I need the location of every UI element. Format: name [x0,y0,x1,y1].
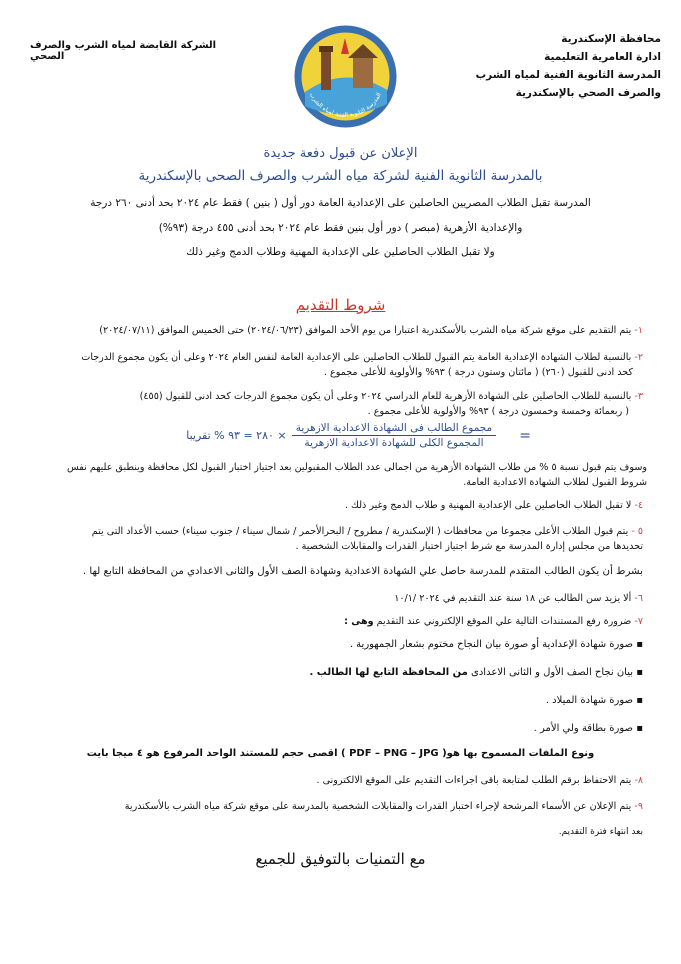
condition-text: يتم التقديم على موقع شركة مياه الشرب بالأسكندرية اعتبارا من يوم الأحد الموافق (٢٠٢٤/٠٦/٢٣) حتى الخميس الموافق (٢٠٢٤/٠٧/١١) [99,325,632,336]
formula-result: × ٢٨٠ = ٩٣ % تقريبا [186,429,287,442]
condition-number: ٥ - [631,526,643,537]
azhar-formula [186,422,531,449]
condition-5-region-note: بشرط أن يكون الطالب المتقدم للمدرسة حاصل علي الشهادة الاعدادية وشهادة الصف الأول والثانى الاعدادي من المحافظة التابع لها . [82,566,643,577]
condition-number: ٧- [634,616,643,627]
condition-7 [32,614,643,629]
condition-text-cont: تحديدها من مجلس إدارة المدرسة مع شرط اجتياز اختبار القدرات والمقابلات الشخصية . [295,541,643,552]
doc-item-3: ▪ صورة شهادة الميلاد . [545,695,643,706]
condition-text: لا تقبل الطلاب الحاصلين على الإعدادية المهنية و طلاب الدمج وغير ذلك . [344,500,632,511]
closing-message: مع التمنيات بالتوفيق للجميع [255,850,426,868]
formula-equals: = [519,427,531,444]
company-name: الشركة القابضة لمياه الشرب والصرف الصحي [30,40,217,62]
condition-text: بالنسبة للطلاب الحاصلين على الشهادة الأزهرية للعام الدراسي ٢٠٢٤ وعلى أن يكون مجموع الدرجات كحد ادنى للقبول (٤٥٥) [139,391,632,402]
doc-item-1: ▪ صورة شهادة الإعدادية أو صورة بيان النجاح مختوم بشعار الجمهورية . [349,639,643,650]
doc-item-text: بيان نجاح الصف الأول و الثانى الاعدادى [467,667,634,678]
condition-text: ضرورة رفع المستندات التالية علي الموقع الإلكتروني عند التقديم [373,616,632,627]
announcement-title: الإعلان عن قبول دفعة جديدة [263,146,418,161]
condition-9 [32,799,643,814]
administration: ادارة العامرية التعليمية [544,51,661,63]
school-name-line1: المدرسة الثانوية الفنية لمياه الشرب [475,69,661,81]
school-name-line2: والصرف الصحي بالإسكندرية [515,87,661,99]
azhar-quota-note [24,460,647,490]
doc-item-4: ▪ صورة بطاقة ولي الأمر . [533,723,643,734]
condition-number: ٤- [634,500,643,511]
intro-paragraph-2: والإعدادية الأزهرية (مبصر ) دور أول بنين فقط عام ٢٠٢٤ بحد أدنى ٤٥٥ درجة (٩٣%) [158,222,523,234]
condition-6 [32,591,643,606]
condition-text-bold: وهى : [344,616,374,627]
logo-text: المدرسة الثانوية الفنية لمياه الشرب [308,91,383,119]
doc-item-2: ▪ بيان نجاح الصف الأول و الثانى الاعدادى من المحافظة التابع لها الطالب . [309,667,643,678]
conditions-title: شروط التقديم [295,296,386,314]
azhar-quota-line1: وسوف يتم قبول نسبة ٥ % من طلاب الشهادة الأزهرية من اجمالى عدد الطلاب المقبولين بعد اجتياز اختبار القبول لكل محافظة وينطبق عليهم نفس [67,462,647,473]
formula-denominator: المجموع الكلى للشهادة الاعدادية الازهرية [304,437,484,449]
formula-numerator: مجموع الطالب فى الشهادة الاعدادية الازهرية [292,422,496,436]
doc-item-text: صورة شهادة الإعدادية أو صورة بيان النجاح مختوم بشعار الجمهورية . [349,639,634,650]
condition-text: يتم الإعلان عن الأسماء المرشحة لإجراء اختبار القدرات والمقابلات الشخصية بالمدرسة على موقع شركة مياه الشرب بالأسكندرية [124,801,632,812]
school-header [471,30,661,102]
condition-text: ألا يزيد سن الطالب عن ١٨ سنة عند التقديم في ٢٠٢٤ /١٠/١ [394,593,632,604]
condition-number: ٢- [634,352,643,363]
condition-number: ١- [634,325,643,336]
doc-item-text: صورة شهادة الميلاد . [545,695,634,706]
intro-paragraph-3: ولا تقبل الطلاب الحاصلين على الإعدادية المهنية وطلاب الدمج وغير ذلك [186,246,495,258]
governorate: محافظة الإسكندرية [561,33,661,45]
condition-number: ٣- [634,391,643,402]
school-logo [293,24,398,129]
announcement-subtitle: بالمدرسة الثانوية الفنية لشركة مياه الشرب والصرف الصحى بالإسكندرية [138,168,543,184]
azhar-quota-line2: شروط القبول لطلاب الشهادة الاعدادية العامة. [463,477,647,488]
condition-8 [32,773,643,788]
condition-2 [32,350,643,380]
condition-number: ٩- [634,801,643,812]
condition-4 [32,498,643,513]
condition-9-cont: بعد انتهاء فترة التقديم. [558,827,643,837]
condition-text: بالنسبة لطلاب الشهادة الإعدادية العامة يتم القبول للطلاب الحاصلين على الإعدادية العامة لنفس العام ٢٠٢٤ وعلى أن يكون مجموع الدرجات [81,352,632,363]
condition-5 [32,524,643,554]
condition-text-cont: ( ربعمائة وخمسة وخمسون درجة ) ٩٣% والأولوية للأعلى مجموع . [367,406,629,417]
condition-number: ٦- [634,593,643,604]
doc-item-text-bold: من المحافظة التابع لها الطالب . [309,667,468,678]
intro-paragraph-1: المدرسة تقبل الطلاب المصريين الحاصلين على الإعدادية العامة دور أول ( بنين ) فقط عام ٢٠٢٤ بحد أدنى ٢٦٠ درجة [90,197,591,209]
condition-text: يتم قبول الطلاب الأعلى مجموعا من محافظات ( الإسكندرية / مطروح / البحرالأحمر / شمال سيناء / جنوب سيناء) حسب الأعداد التى يتم [91,526,629,537]
file-types-note: ونوع الملفات المسموح بها هو( PDF – PNG – JPG ) اقصى حجم للمستند الواحد المرفوع هو ٤ ميجا بايت [86,748,595,759]
condition-1 [32,323,643,338]
formula-fraction [292,422,496,449]
doc-item-text: صورة بطاقة ولي الأمر . [533,723,634,734]
condition-text: يتم الاحتفاظ برقم الطلب لمتابعة باقى اجراءات التقديم على الموقع الالكترونى . [316,775,632,786]
condition-3 [32,389,643,419]
condition-text-cont: كحد ادنى للقبول (٢٦٠) ( مائتان وستون درجة ) ٩٣% والأولوية للأعلى مجموع . [323,367,633,378]
condition-number: ٨- [634,775,643,786]
